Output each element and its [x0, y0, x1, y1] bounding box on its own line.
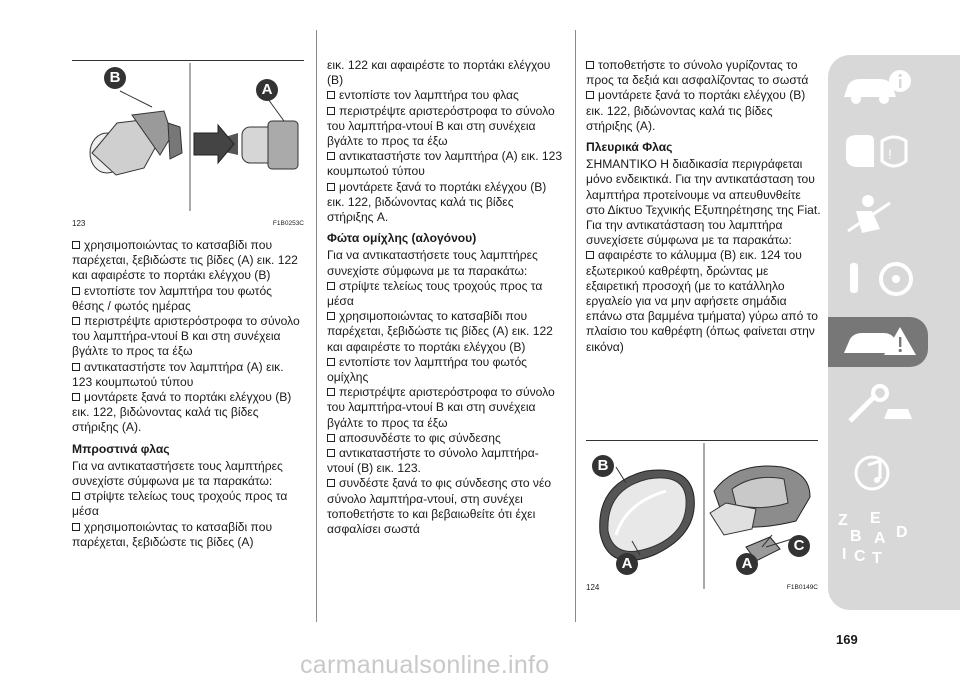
checkbox-bullet-icon: [327, 449, 335, 457]
list-item: περιστρέψτε αριστερόστροφα το σύνολο του λαμπτήρα-ντουί B και στη συνέχεια βγάλτε το προς τα έξω: [327, 385, 555, 430]
checkbox-bullet-icon: [72, 317, 80, 325]
checkbox-bullet-icon: [72, 287, 80, 295]
chapter-tab-safety[interactable]: [828, 191, 928, 241]
column-1: [72, 238, 306, 550]
chapter-tab-starting[interactable]: [828, 255, 928, 305]
svg-text:D: D: [896, 524, 908, 541]
section-heading: Μπροστινά φλας: [72, 441, 170, 456]
checkbox-bullet-icon: [327, 152, 335, 160]
section-heading: Πλευρικά Φλας: [586, 140, 673, 155]
svg-text:I: I: [842, 546, 847, 563]
checkbox-bullet-icon: [72, 393, 80, 401]
figure-number: 124: [586, 583, 600, 592]
list-item: μοντάρετε ξανά το πορτάκι ελέγχου (B) εικ. 122, βιδώνοντας καλά τις βίδες στήριξης (A).: [72, 390, 292, 435]
chapter-sidebar: [828, 55, 960, 610]
figure-label-b: B: [104, 67, 126, 89]
list-item: τοποθετήστε το σύνολο γυρίζοντας το προς τα δεξιά και ασφαλίζοντας το σωστά: [586, 58, 809, 88]
list-item: αποσυνδέστε το φις σύνδεσης: [327, 431, 563, 446]
figure-label-a: A: [616, 553, 638, 575]
checkbox-bullet-icon: [327, 282, 335, 290]
list-item: χρησιμοποιώντας το κατσαβίδι που παρέχεται, ξεβιδώστε τις βίδες (A) εικ. 122 και αφαιρέστε το πορτάκι ελέγχου (B): [72, 238, 298, 283]
chapter-tab-maintenance[interactable]: [828, 381, 928, 431]
paragraph: ΣΗΜΑΝΤΙΚΟ Η διαδικασία περιγράφεται μόνο ενδεικτικά. Για την αντικατάσταση του λαμπτήρα προτείνουμε να απευθυνθείτε στο Δίκτυο Τεχνικής Εξυπηρέτησης της Fiat.: [586, 157, 821, 217]
chapter-tab-multimedia[interactable]: [828, 447, 928, 497]
checkbox-bullet-icon: [327, 388, 335, 396]
list-item: χρησιμοποιώντας το κατσαβίδι που παρέχεται, ξεβιδώστε τις βίδες (A): [72, 519, 273, 549]
svg-text:Z: Z: [838, 512, 848, 529]
page-number: 169: [836, 632, 858, 647]
column-divider: [316, 30, 317, 622]
media-phone-icon: [828, 447, 928, 497]
chapter-tab-emergency[interactable]: [828, 317, 928, 367]
list-item: συνδέστε ξανά το φις σύνδεσης στο νέο σύνολο λαμπτήρα-ντουί, στη συνέχει τοποθετήστε το και βεβαιωθείτε ότι έχει ασφαλίσει σωστά: [327, 476, 552, 537]
list-item: αντικαταστήστε το σύνολο λαμπτήρα-ντουί (B) εικ. 123.: [327, 446, 539, 476]
list-item: μοντάρετε ξανά το πορτάκι ελέγχου (B) εικ. 122, βιδώνοντας καλά τις βίδες στήριξης A.: [327, 179, 547, 225]
paragraph: Για να αντικαταστήσετε τους λαμπτήρες συνεχίστε σύμφωνα με τα παρακάτω:: [327, 248, 538, 278]
checkbox-bullet-icon: [327, 91, 335, 99]
car-info-icon: [828, 63, 928, 113]
list-item: αφαιρέστε το κάλυμμα (B) εικ. 124 του εξωτερικού καθρέφτη, δρώντας με εξαιρετική προσοχή (με το κατάλληλο εργαλείο για να μην αφήσετε σημάδια επάνω στα βαμμένα τμήματα) γύρω από το πλαίσιο του καθρέφτη (όπως φαίνεται στην εικόνα): [586, 248, 819, 354]
paragraph: Για να αντικαταστήσετε τους λαμπτήρες συνεχίστε σύμφωνα με τα παρακάτω:: [72, 458, 283, 489]
checkbox-bullet-icon: [327, 434, 335, 442]
chapter-tab-warning-lights[interactable]: [828, 127, 928, 177]
checkbox-bullet-icon: [72, 492, 80, 500]
checkbox-bullet-icon: [72, 241, 80, 249]
list-item: αντικαταστήστε τον λαμπτήρα (A) εικ. 123 κουμπωτού τύπου: [327, 149, 563, 179]
airbag-seat-icon: [828, 191, 928, 241]
steering-key-icon: [828, 255, 928, 305]
list-item: χρησιμοποιώντας το κατσαβίδι που παρέχεται, ξεβιδώστε τις βίδες (A) εικ. 122 και αφαιρέστε το πορτάκι ελέγχου (B): [327, 309, 553, 354]
checkbox-bullet-icon: [327, 312, 335, 320]
checkbox-bullet-icon: [327, 107, 335, 115]
paragraph: εικ. 122 και αφαιρέστε το πορτάκι ελέγχου (B): [327, 58, 551, 88]
list-item: στρίψτε τελείως τους τροχούς προς τα μέσα: [72, 489, 288, 519]
column-divider: [575, 30, 576, 622]
list-item: περιστρέψτε αριστερόστροφα το σύνολο του λαμπτήρα-ντουί B και στη συνέχεια βγάλτε το προς τα έξω: [72, 314, 300, 359]
section-heading: Φώτα ομίχλης (αλογόνου): [327, 231, 477, 246]
svg-text:T: T: [872, 550, 882, 567]
watermark: carmanualsonline.info: [300, 651, 550, 679]
figure-label-a: A: [256, 79, 278, 101]
figure-number: 123: [72, 219, 86, 228]
list-item: εντοπίστε τον λαμπτήρα του φωτός ομίχλης: [327, 354, 528, 385]
checkbox-bullet-icon: [586, 251, 594, 259]
figure-code: F1B0253C: [272, 220, 304, 227]
car-breakdown-icon: [828, 317, 928, 367]
figure-code: F1B0149C: [786, 584, 818, 591]
chapter-tab-index[interactable]: [828, 507, 928, 567]
checkbox-bullet-icon: [72, 523, 80, 531]
list-item: στρίψτε τελείως τους τροχούς προς τα μέσα: [327, 278, 543, 309]
checkbox-bullet-icon: [327, 358, 335, 366]
figure-label-b: B: [592, 455, 614, 477]
alphabet-index-icon: [828, 507, 928, 567]
svg-text:C: C: [854, 548, 866, 565]
figure-label-a: A: [736, 553, 758, 575]
figure-124: [586, 440, 818, 591]
svg-text:B: B: [850, 528, 862, 545]
list-item: εντοπίστε τον λαμπτήρα του φωτός θέσης / φωτός ημέρας: [72, 283, 273, 313]
list-item: μοντάρετε ξανά το πορτάκι ελέγχου (B) εικ. 122, βιδώνοντας καλά τις βίδες στήριξης (A).: [586, 88, 806, 133]
checkbox-bullet-icon: [327, 479, 335, 487]
svg-text:!: !: [888, 146, 892, 162]
column-3: [586, 58, 822, 355]
checkbox-bullet-icon: [72, 363, 80, 371]
warning-lights-icon: [828, 127, 928, 177]
column-2: [327, 58, 563, 537]
chapter-tab-car-info[interactable]: [828, 63, 928, 113]
figure-label-c: C: [788, 535, 810, 557]
list-item: εντοπίστε τον λαμπτήρα του φλας: [327, 88, 563, 103]
checkbox-bullet-icon: [327, 183, 335, 191]
checkbox-bullet-icon: [586, 61, 594, 69]
wrench-car-icon: [828, 381, 928, 431]
figure-123: [72, 60, 304, 228]
list-item: αντικαταστήστε τον λαμπτήρα (A) εικ. 123 κουμπωτού τύπου: [72, 359, 284, 389]
svg-text:A: A: [874, 530, 886, 547]
paragraph: Για την αντικατάσταση του λαμπτήρα συνεχίσετε σύμφωνα με τα παρακάτω:: [586, 218, 792, 248]
list-item: περιστρέψτε αριστερόστροφα το σύνολο του λαμπτήρα-ντουί B και στη συνέχεια βγάλτε το προς τα έξω: [327, 103, 555, 149]
svg-text:E: E: [870, 510, 881, 527]
checkbox-bullet-icon: [586, 91, 594, 99]
